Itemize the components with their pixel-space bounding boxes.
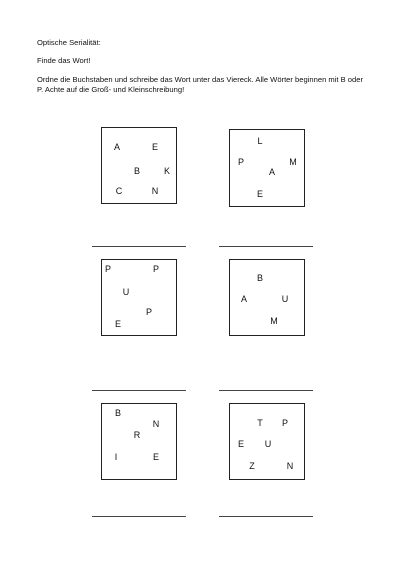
letter: M <box>289 157 297 167</box>
letter: B <box>256 273 264 283</box>
letter-box-5 <box>101 403 177 480</box>
letter: P <box>104 264 112 274</box>
letter: P <box>145 307 153 317</box>
letter: Z <box>249 461 255 471</box>
task-heading: Finde das Wort! <box>37 56 91 65</box>
letter-box-4 <box>229 259 305 336</box>
letter: C <box>115 186 123 196</box>
letter: K <box>163 166 171 176</box>
letter: N <box>152 419 160 429</box>
letter: I <box>114 452 118 462</box>
letter: E <box>151 142 159 152</box>
answer-line-2[interactable] <box>219 246 313 247</box>
letter: U <box>281 294 289 304</box>
letter: A <box>268 167 276 177</box>
letter: E <box>114 319 122 329</box>
answer-line-3[interactable] <box>92 390 186 391</box>
letter: M <box>270 316 278 326</box>
letter: B <box>133 166 141 176</box>
letter: A <box>240 294 248 304</box>
letter: B <box>114 408 122 418</box>
answer-line-6[interactable] <box>219 516 313 517</box>
letter-box-6 <box>229 403 305 480</box>
answer-line-4[interactable] <box>219 390 313 391</box>
letter: N <box>151 186 159 196</box>
letter: P <box>152 264 160 274</box>
letter: A <box>113 142 121 152</box>
letter: E <box>256 189 264 199</box>
answer-line-1[interactable] <box>92 246 186 247</box>
letter: T <box>257 418 263 428</box>
letter-box-2 <box>229 129 305 207</box>
letter: U <box>122 287 130 297</box>
letter: P <box>281 418 289 428</box>
answer-line-5[interactable] <box>92 516 186 517</box>
worksheet-title: Optische Serialität: <box>37 38 101 47</box>
letter: R <box>133 430 141 440</box>
letter: L <box>257 136 263 146</box>
letter: P <box>237 157 245 167</box>
letter: N <box>286 461 294 471</box>
letter-box-3 <box>101 259 177 336</box>
task-instruction: Ordne die Buchstaben und schreibe das Wort unter das Viereck. Alle Wörter beginnen mit B oder P. Achte auf die Groß- und Kleinschreibung! <box>37 75 364 94</box>
letter: E <box>152 452 160 462</box>
letter: E <box>237 439 245 449</box>
letter: U <box>264 439 272 449</box>
letter-box-1 <box>101 127 177 204</box>
